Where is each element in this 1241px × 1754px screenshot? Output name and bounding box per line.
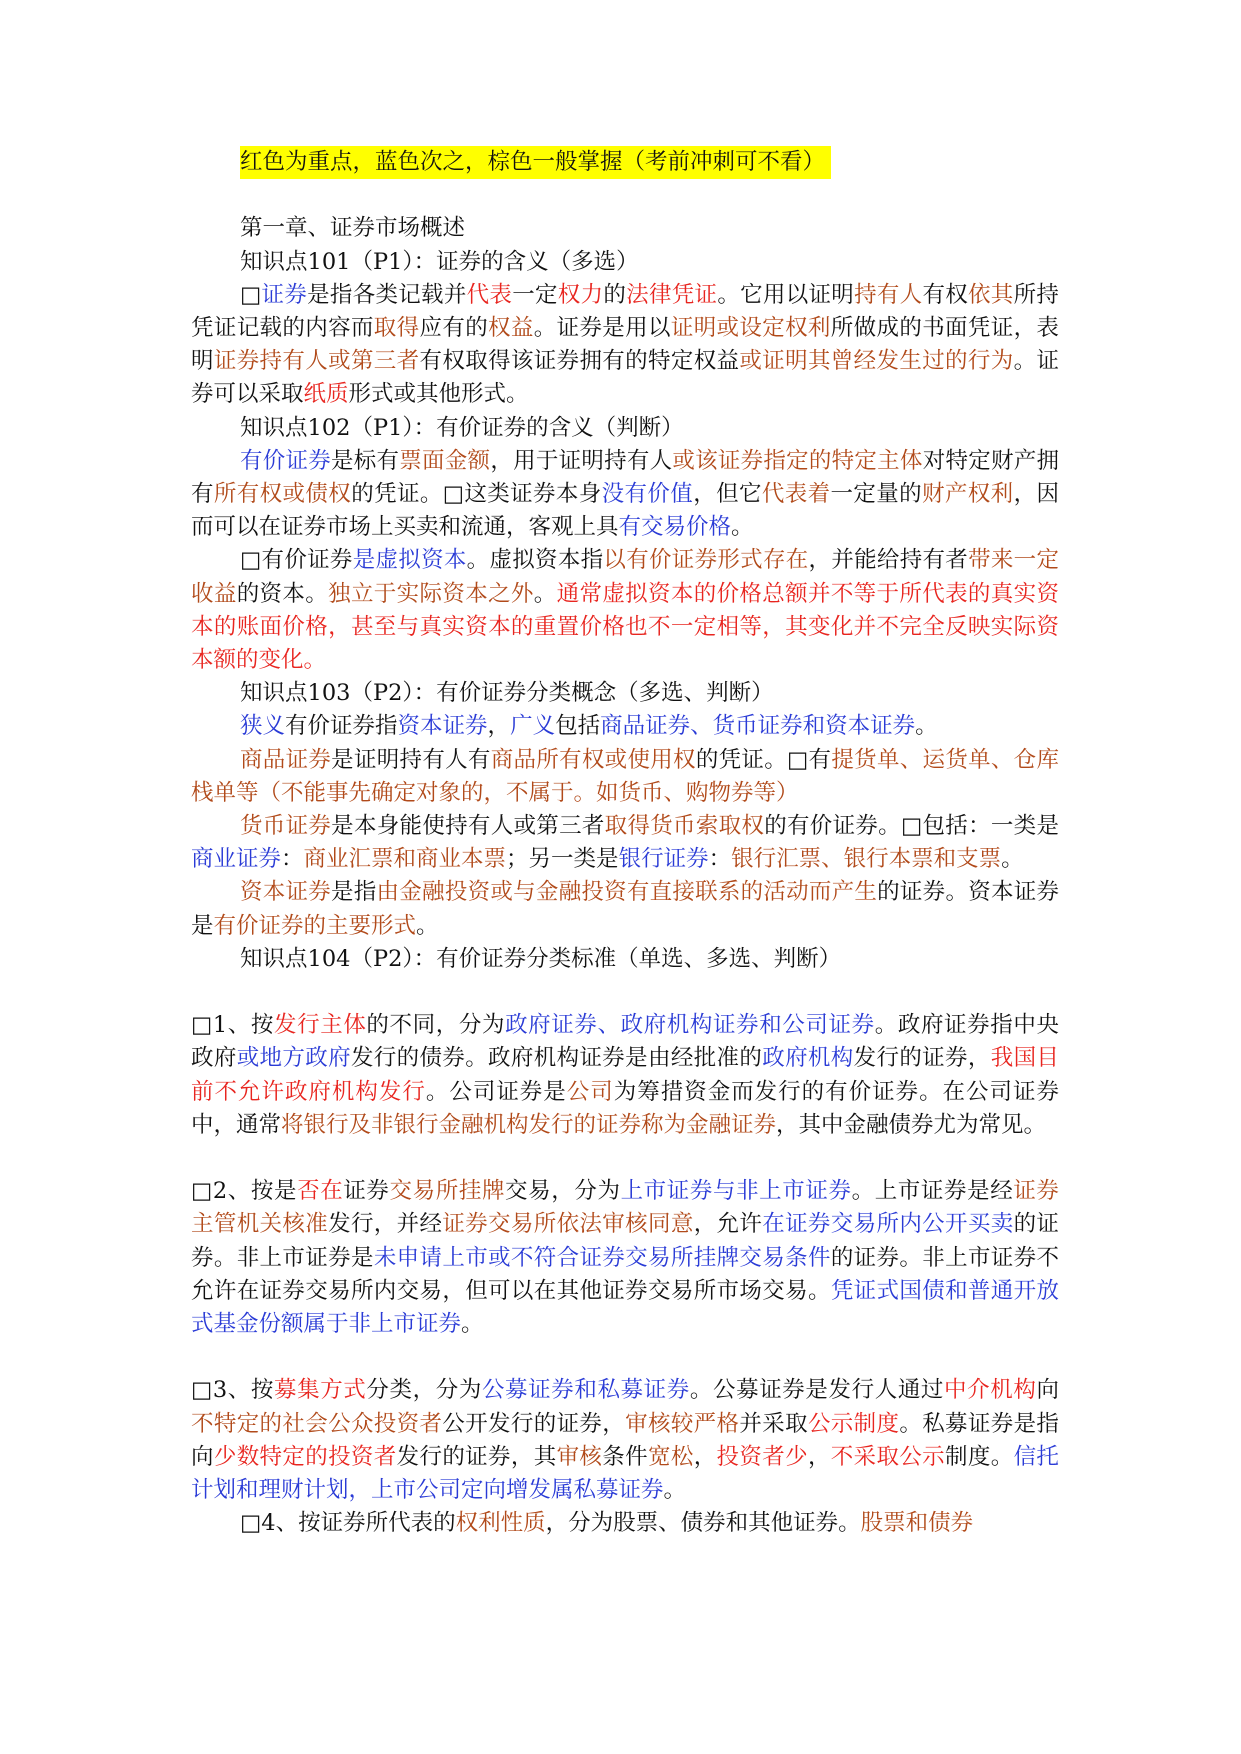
- paragraph: [191, 1374, 1059, 1507]
- text-run-black: 是证明持有人有: [331, 746, 491, 773]
- text-run-brown: 依其: [968, 281, 1014, 308]
- text-run-black: 的证券。资本证券是: [191, 879, 1059, 939]
- text-run-black: 。政府证券指中央政府: [191, 1012, 1059, 1072]
- text-run-blue: 凭证式国债和普通开放式基金份额属于非上市证券: [191, 1277, 1059, 1338]
- text-run-brown: 银行汇票、银行本票和支票: [731, 846, 1002, 873]
- paragraph: [191, 876, 1059, 942]
- text-run-black: 发行的债券。政府机构证券是由经批准的: [350, 1045, 763, 1072]
- text-run-brown: 由金融投资或与金融投资有直接联系的活动而产生: [376, 879, 878, 906]
- text-run-blue: 政府证券、政府机构证券和公司证券: [505, 1012, 875, 1039]
- text-run-red: 少数特定的投资者: [213, 1443, 397, 1470]
- text-run-black: 知识点101（P1）：证券的含义（多选）: [240, 248, 639, 275]
- text-run-brown: 审核: [556, 1443, 603, 1470]
- text-run-black: 的有价证券。□包括：一类是: [764, 813, 1059, 840]
- text-run-brown: 财产权利: [922, 481, 1014, 508]
- text-run-brown: 权利性质: [455, 1510, 546, 1537]
- text-run-brown: 独立于实际资本之外: [328, 580, 534, 607]
- text-run-blue: 公募证券和私募证券: [481, 1377, 690, 1404]
- paragraph: [191, 744, 1059, 810]
- text-run-black: 交易，分为: [505, 1178, 621, 1205]
- paragraph: [191, 212, 1059, 245]
- text-run-black: 是本身能使持有人或第三者: [331, 813, 605, 840]
- text-run-red: 权力: [557, 281, 604, 308]
- document-body: [191, 146, 1059, 1540]
- text-run-blue: 或地方政府: [236, 1045, 351, 1072]
- text-run-red: 通常虚拟资本的价格总额并不等于所代表的真实资本的账面价格，甚至与真实资本的重置价格也不一定相等，其变化并不完全反映实际资本额的变化。: [191, 580, 1059, 674]
- text-run-black: 发行的证券，: [853, 1045, 991, 1072]
- text-run-black: 发行的证券，其: [396, 1443, 557, 1470]
- text-run-black: 。: [461, 1311, 484, 1338]
- text-run-red: 募集方式: [274, 1377, 367, 1404]
- text-run-black: 公开发行的证券，: [442, 1410, 626, 1437]
- text-run-black: 条件: [602, 1443, 648, 1470]
- text-run-black: 所做成的书面凭证，表明: [191, 315, 1059, 375]
- text-run-black: 制度。: [945, 1443, 1014, 1470]
- text-run-black: 知识点103（P2）：有价证券分类概念（多选、判断）: [240, 680, 774, 707]
- text-run-black: ，: [807, 1443, 831, 1470]
- paragraph: [191, 1507, 1059, 1540]
- text-run-brown: 公司: [566, 1078, 614, 1105]
- text-run-black: 对特定财产拥有: [191, 447, 1059, 508]
- text-run-black: 的证券。非上市证券是: [191, 1211, 1059, 1271]
- paragraph-gap: [191, 179, 1059, 212]
- text-run-black: 应有的: [419, 315, 489, 341]
- text-run-brown: 有价证券的主要形式: [213, 912, 417, 939]
- text-run-black: 是标有: [331, 447, 400, 474]
- text-run-black: ；另一类是: [506, 846, 619, 873]
- paragraphs: [191, 179, 1059, 1540]
- text-run-brown: 或该证券指定的特定主体: [672, 447, 923, 474]
- text-run-blue: 广义: [510, 713, 556, 740]
- paragraph: [191, 677, 1059, 710]
- text-run-black: 的资本。: [236, 580, 329, 607]
- text-run-black: 。: [416, 912, 439, 939]
- text-run-red: 发行主体: [274, 1012, 367, 1039]
- text-run-brown: 商业汇票和商业本票: [303, 846, 507, 873]
- text-run-black: □: [240, 281, 262, 308]
- text-run-black: 。证券可以采取: [191, 348, 1059, 408]
- text-run-black: ：: [281, 846, 304, 873]
- text-run-black: ，但它: [693, 481, 762, 508]
- text-run-black: 并采取: [739, 1410, 808, 1437]
- text-run-blue: 在证券交易所内公开买卖: [762, 1211, 1014, 1238]
- text-run-black: 的不同，分为: [366, 1012, 506, 1039]
- text-run-black: 。: [731, 514, 754, 541]
- text-run-black: 知识点104（P2）：有价证券分类标准（单选、多选、判断）: [240, 945, 842, 972]
- paragraph: [191, 710, 1059, 743]
- text-run-black: 知识点102（P1）：有价证券的含义（判断）: [240, 414, 684, 441]
- text-run-brown: 证券持有人或第三者: [213, 348, 420, 375]
- text-run-brown: 交易所挂牌: [389, 1178, 506, 1205]
- text-run-black: ，: [487, 713, 511, 740]
- text-run-blue: 上市证券与非上市证券: [620, 1178, 852, 1205]
- text-run-brown: 以有价证券形式存在: [603, 547, 809, 574]
- paragraph: [191, 445, 1059, 545]
- text-run-black: 。证券是用以: [533, 315, 671, 341]
- text-run-black: 有权: [922, 281, 969, 308]
- text-run-red: 不采取公示: [830, 1443, 946, 1470]
- text-run-brown: 提货单、运货单、仓库栈单等（不能事先确定对象的，不属于。如货币、购物券等）: [191, 746, 1059, 806]
- paragraph-gap: [191, 1142, 1059, 1175]
- text-run-black: 。它用以证明: [717, 281, 855, 308]
- text-run-brown: 持有人: [854, 281, 923, 308]
- text-run-black: 的凭证。□这类证券本身: [351, 481, 602, 508]
- text-run-red: 纸质: [303, 381, 349, 408]
- text-run-black: 。: [1001, 846, 1024, 873]
- text-run-black: □3、按: [191, 1377, 274, 1404]
- banner-line: [191, 146, 1059, 179]
- text-run-brown: 货币证券: [240, 813, 332, 840]
- text-run-brown: 商品所有权或使用权: [490, 746, 696, 773]
- paragraph: [191, 412, 1059, 445]
- text-run-brown: 审核较严格: [625, 1410, 740, 1437]
- paragraph: [191, 544, 1059, 677]
- text-run-black: ，其中金融债券尤为常见。: [776, 1111, 1047, 1138]
- text-run-blue: 资本证券: [397, 713, 488, 740]
- text-run-black: 。: [533, 580, 557, 607]
- text-run-red: 代表: [466, 281, 513, 308]
- text-run-blue: 证券: [261, 281, 308, 308]
- text-run-black: 一定量的: [830, 481, 923, 508]
- text-run-red: 投资者少: [716, 1443, 808, 1470]
- text-run-brown: 取得: [373, 315, 420, 341]
- text-run-black: 。公募证券是发行人通过: [689, 1377, 945, 1404]
- paragraph-gap: [191, 1341, 1059, 1374]
- text-run-brown: 商品证券: [240, 746, 332, 773]
- text-run-black: □有价证券: [240, 547, 353, 574]
- text-run-black: 发行，并经: [328, 1211, 443, 1238]
- text-run-black: 。: [915, 713, 938, 740]
- text-run-blue: 没有价值: [601, 481, 694, 508]
- text-run-black: 形式或其他形式。: [348, 381, 529, 408]
- text-run-brown: 或证明其曾经发生过的行为: [739, 348, 1014, 375]
- text-run-brown: 带来一定收益: [191, 547, 1059, 607]
- text-run-red: 法律凭证: [626, 281, 718, 308]
- text-run-black: ，: [693, 1443, 717, 1470]
- text-run-brown: 不特定的社会公众投资者: [191, 1410, 443, 1437]
- text-run-black: 。: [663, 1477, 687, 1504]
- text-run-black: 。公司证券是: [425, 1078, 567, 1105]
- text-run-black: 有价证券指: [285, 713, 398, 740]
- text-run-red: 我国目前不允许政府机构发行: [191, 1045, 1059, 1105]
- text-run-black: 。上市证券是经: [851, 1178, 1014, 1205]
- text-run-brown: 证券主管机关核准: [191, 1178, 1059, 1238]
- text-run-brown: 票面金额: [399, 447, 491, 474]
- text-run-red: 中介机构: [944, 1377, 1037, 1404]
- text-run-black: 分类，分为: [366, 1377, 482, 1404]
- paragraph: [191, 1009, 1059, 1142]
- text-run-brown: 所有权或债权: [213, 481, 352, 508]
- text-run-black: 的证券。非上市证券不允许在证券交易所内交易，但可以在其他证券交易所市场交易。: [191, 1244, 1059, 1304]
- text-run-black: ，允许: [693, 1211, 763, 1238]
- text-run-brown: 取得货币索取权: [604, 813, 765, 840]
- legend-banner: 红色为重点，蓝色次之，棕色一般掌握（考前冲刺可不看）: [240, 146, 831, 179]
- paragraph: [191, 1175, 1059, 1341]
- text-run-black: 有权取得该证券拥有的特定权益: [419, 348, 740, 375]
- text-run-black: 第一章、证券市场概述: [240, 215, 466, 242]
- text-run-brown: 代表着: [761, 481, 831, 508]
- text-run-black: □2、按是: [191, 1178, 298, 1205]
- text-run-black: □1、按: [191, 1012, 274, 1039]
- text-run-blue: 有交易价格: [618, 514, 732, 541]
- text-run-brown: 资本证券: [240, 879, 332, 906]
- text-run-black: 一定: [512, 281, 558, 308]
- text-run-blue: 是虚拟资本: [352, 547, 467, 574]
- text-run-black: 为筹措资金而发行的有价证券。在公司证券中，通常: [191, 1078, 1059, 1138]
- paragraph: [191, 943, 1059, 976]
- text-run-black: ，并能给持有者: [808, 547, 969, 574]
- text-run-blue: 信托计划和理财计划，上市公司定向增发属私募证券: [191, 1443, 1059, 1504]
- text-run-brown: 宽松: [647, 1443, 694, 1470]
- text-run-black: 。虚拟资本指: [466, 547, 604, 574]
- text-run-blue: 狭义: [240, 713, 286, 740]
- text-run-brown: 将银行及非银行金融机构发行的证券称为金融证券: [281, 1111, 777, 1138]
- text-run-black: 证券: [343, 1178, 390, 1205]
- text-run-black: □4、按证券所代表的: [240, 1510, 456, 1537]
- text-run-black: ，因而可以在证券市场上买卖和流通，客观上具: [191, 481, 1059, 541]
- paragraph: [191, 246, 1059, 279]
- text-run-brown: 证明或设定权利: [670, 315, 831, 341]
- text-run-black: 向: [1036, 1377, 1059, 1404]
- text-run-black: 是指各类记载并: [307, 281, 467, 308]
- text-run-blue: 银行证券: [618, 846, 709, 873]
- text-run-brown: 股票和债券: [860, 1510, 974, 1537]
- text-run-black: ，分为股票、债券和其他证券。: [545, 1510, 861, 1537]
- text-run-black: ：: [708, 846, 732, 873]
- text-run-blue: 商品证券、货币证券和资本证券: [600, 713, 916, 740]
- text-run-blue: 商业证券: [191, 846, 282, 873]
- paragraph: [191, 810, 1059, 876]
- text-run-blue: 有价证券: [240, 447, 332, 474]
- text-run-black: 的凭证。□有: [695, 746, 832, 773]
- text-run-black: 的: [603, 281, 627, 308]
- text-run-brown: 证券交易所依法审核同意: [442, 1211, 694, 1238]
- text-run-blue: 政府机构: [762, 1045, 854, 1072]
- text-run-brown: 权益: [488, 315, 534, 341]
- text-run-black: ，用于证明持有人: [490, 447, 673, 474]
- text-run-black: 所持凭证记载的内容而: [191, 281, 1059, 341]
- text-run-blue: 未申请上市或不符合证券交易所挂牌交易条件: [373, 1244, 831, 1271]
- text-run-black: 包括: [555, 713, 601, 740]
- text-run-red: 公示制度: [807, 1410, 900, 1437]
- text-run-red: 否在: [297, 1178, 344, 1205]
- text-run-black: 是指: [331, 879, 377, 906]
- text-run-black: 。私募证券是指向: [191, 1410, 1059, 1470]
- paragraph-gap: [191, 976, 1059, 1009]
- paragraph: [191, 279, 1059, 412]
